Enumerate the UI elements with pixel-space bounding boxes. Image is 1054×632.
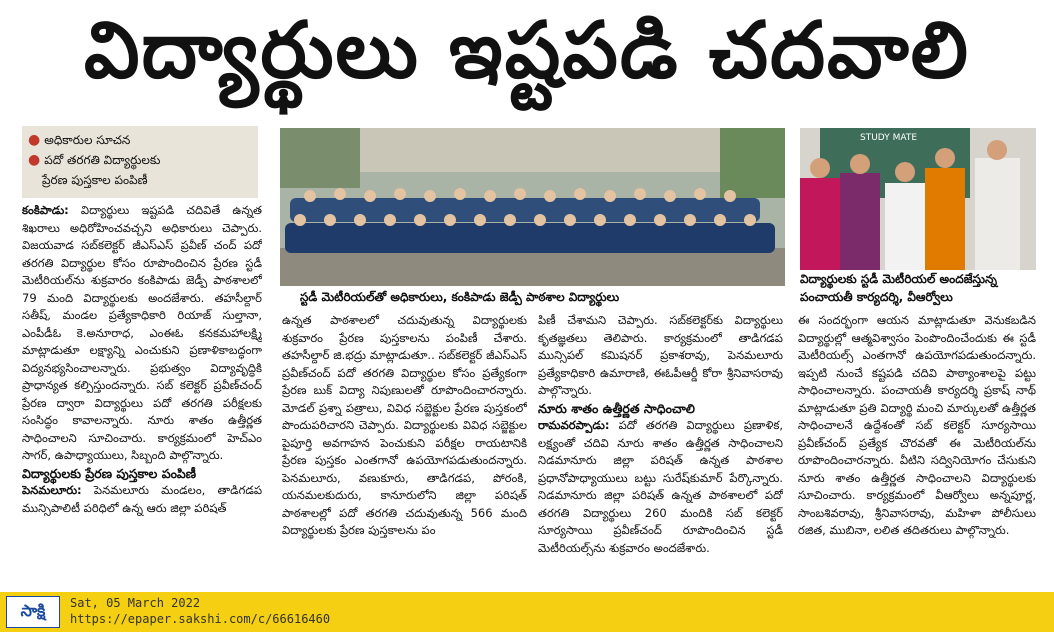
paragraph: ఉన్నత పాఠశాలలో చదువుతున్న విద్యార్థులకు శుక్రవారం ప్రేరణ పుస్తకాలను పంపిణీ చేశారు. తహసీల్దార్ జి.భద్రు మాట్లాడుతూ.. సబ్‌కలెక్టర్ జీఎస్‌ఎస్ ప్రవీణ్‌చంద్ పదో తరగతి విద్యార్థుల కోసం ప్రత్యేకంగా ప్రేరణ బుక్ విద్యా నిపుణులతో రూపొందించారన్నారు. మోడల్ ప్రశ్నా పత్రాలు, వివిధ సబ్జెక్టుల ప్రేరణ పుస్తకంలో పొందుపరిచారని చెప్పారు. విద్యార్థులకు వివిధ సబ్జెక్టుల పైపూర్తి అవగాహన పెంచుకుని పరీక్షల రాయటానికి ప్రేరణ పుస్తకం ఎంతగానో ఉపయోగపడుతుందన్నారు. పెనమలూరు, వణుకూరు, తాడిగడప, పోరంకి, యనమలకుదురు, కానూరులోని జిల్లా పరిషత్ పాఠశాలల్లో పదో తరగతి చదువుతున్న 566 మంది విద్యార్థులకు ప్రేరణ పుస్తకాలను పం: [282, 313, 527, 537]
headline: విద్యార్థులు ఇష్టపడి చదవాలి: [84, 5, 970, 96]
article-column-2: [282, 312, 527, 590]
subheading: విద్యార్థులకు ప్రేరణ పుస్తకాల పంపిణీ: [22, 465, 197, 481]
right-photo: [800, 128, 1036, 270]
footer-date: Sat, 05 March 2022: [70, 596, 201, 610]
bullet-icon: ●: [28, 152, 41, 168]
dateline: పెనమలూరు:: [22, 483, 82, 497]
paragraph: ఈ సందర్భంగా ఆయన మాట్లాడుతూ వెనుకబడిన విద్యార్థుల్లో ఆత్మవిశ్వాసం పెంపొందించేందుకు ఈ స్టడీ మెటీరియల్స్ ఎంతగానో ఉపయోగపడుతుందన్నారు. ఇప్పటి నుంచే కష్టపడి చదివి పాఠ్యాంశాలపై పట్టు సాధించాలన్నారు. పంచాయతీ కార్యదర్శి ప్రకాష్ నాథ్ మాట్లాడుతూ ప్రతి విద్యార్థి మంచి మార్కులతో ఉత్తీర్ణత సాధించాలనే ఉద్దేశంతో సబ్ కలెక్టర్ సూర్యసాయి ప్రవీణ్‌చంద్ ప్రత్యేక చొరవతో ఈ మెటీరియల్‌ను రూపొందించారన్నారు. వీటిని సద్వినియోగం చేసుకుని నూరు శాతం ఉత్తీర్ణత సాధించాలని విద్యార్థులకు సూచించారు. కార్యక్రమంలో వీఆర్వోలు అన్నపూర్ణ, సాంబశివరావు, శ్రీనివాసరావు, మహిళా పోలీసులు రజిత, ముబినా, లలిత తదితరులు పాల్గొన్నారు.: [798, 313, 1036, 537]
bullet-item: ప్రేరణ పుస్తకాల పంపిణీ: [42, 173, 148, 187]
sakshi-logo: సాక్షి: [6, 596, 60, 628]
dateline: కంకిపాడు:: [22, 203, 69, 217]
subheading: నూరు శాతం ఉత్తీర్ణత సాధించాలి: [538, 400, 695, 416]
banner-text: STUDY MATE: [860, 133, 918, 143]
dateline: రామవరప్పాడు:: [538, 418, 610, 432]
paragraph: పిణీ చేశామని చెప్పారు. సబ్‌కలెక్టర్‌కు విద్యార్థులు కృతజ్ఞతలు తెలిపారు. కార్యక్రమంలో తాడిగడప మున్సిపల్ కమిషనర్ ప్రకాశరావు, పెనమలూరు ప్రత్యేకాధికారి ఉమారాణి, ఈఓపీఆర్డీ కోరా శ్రీనివాసరావు పాల్గొన్నారు.: [538, 313, 783, 397]
article-column-1: [22, 202, 262, 590]
main-photo: [280, 128, 785, 286]
paragraph: పెనమలూరు: పెనమలూరు మండలం, తాడిగడప మున్సిపాలిటీ పరిధిలో ఉన్న ఆరు జిల్లా పరిషత్: [22, 483, 262, 515]
right-photo-caption: విద్యార్థులకు స్టడీ మెటీరియల్ అందజేస్తున్న పంచాయతీ కార్యదర్శి, వీఆర్వోలు: [800, 272, 998, 304]
paragraph: కంకిపాడు: విద్యార్థులు ఇష్టపడి చదివితే ఉన్నత శిఖరాలు అధిరోహించవచ్చని అధికారులు చెప్పారు. విజయవాడ సబ్‌కలెక్టర్ జీఎస్‌ఎస్ ప్రవీణ్ చంద్ పదో తరగతి విద్యార్థుల కోసం రూపొందించిన ప్రేరణ స్టడీ మెటీరియల్‌ను శుక్రవారం కంకిపాడు జెడ్పీ పాఠశాలలో 79 మంది విద్యార్థులకు అందజేశారు. తహసీల్దార్ సతీష్, మండల ప్రత్యేకాధికారి రియాజ్ సుల్తానా, ఎంపీడీఓ కె.అనూరాధ, ఎంఈఓ కనకమహాలక్ష్మి మాట్లాడుతూ లక్ష్యాన్ని ఎంచుకుని ప్రణాళికాబద్ధంగా విద్యనభ్యసించాలన్నారు. ప్రభుత్వం విద్యావృద్ధికి ప్రాధాన్యత కల్పిస్తుందన్నారు. సబ్ కలెక్టర్ ప్రవీణ్‌చంద్ ప్రేరణ ద్వారా విద్యార్థులు పదో తరగతి పరీక్షలకు సంసిద్ధం కావాలన్నారు. నూరు శాతం ఉత్తీర్ణత సాధించాలని సూచించారు. కార్యక్రమంలో హెచ్‌ఎం సాగర్, ఉపాధ్యాయులు, సిబ్బంది పాల్గొన్నారు.: [22, 203, 262, 462]
footer-url[interactable]: https://epaper.sakshi.com/c/66616460: [70, 612, 331, 626]
bullet-item: ● పదో తరగతి విద్యార్థులకు: [28, 152, 161, 168]
bullet-icon: ●: [28, 132, 41, 148]
article-column-4: [798, 312, 1036, 590]
article-column-3: [538, 312, 783, 590]
bullet-item: ● అధికారుల సూచన: [28, 132, 131, 148]
main-photo-caption: స్టడీ మెటీరియల్‌తో అధికారులు, కంకిపాడు జెడ్పీ పాఠశాల విద్యార్థులు: [300, 290, 620, 304]
paragraph: రామవరప్పాడు: పదో తరగతి విద్యార్థులు ప్రణాళిక, లక్ష్యంతో చదివి నూరు శాతం ఉత్తీర్ణత సాధించాలని నిడమానూరు జిల్లా పరిషత్ ఉన్నత పాఠశాల ప్రధానోపాధ్యాయులు బట్టు సురేష్‌కుమార్ పేర్కొన్నారు. నిడమానూరు జిల్లా పరిషత్ ఉన్నత పాఠశాలలో పదో తరగతి విద్యార్థులు 260 మందికి సబ్ కలెక్టర్ సూర్యసాయి ప్రవీణ్‌చంద్ రూపొందించిన స్టడీ మెటీరియల్స్‌ను శుక్రవారం అందజేశారు.: [538, 418, 783, 555]
summary-bullets: [22, 126, 258, 198]
